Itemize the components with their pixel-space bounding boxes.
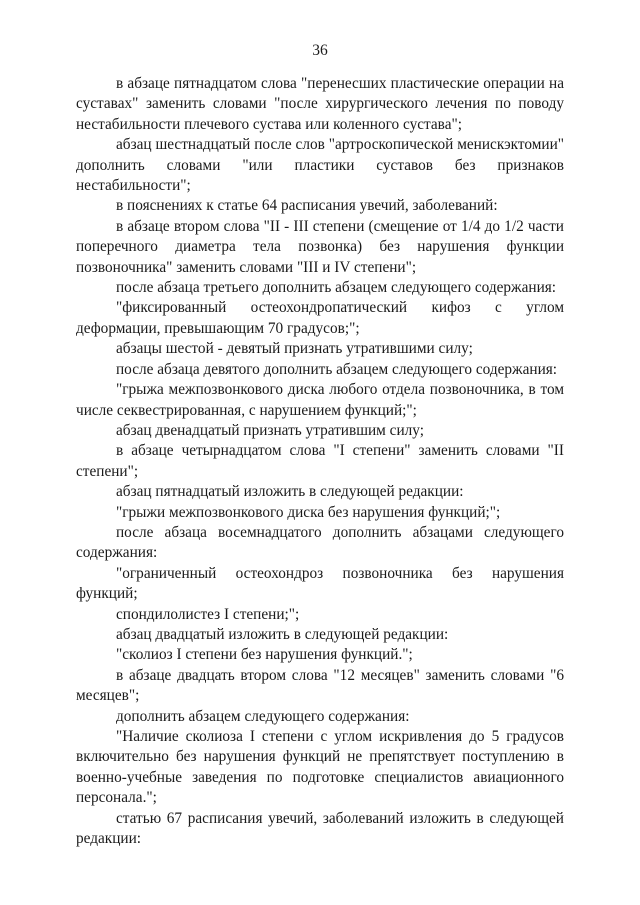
paragraph: дополнить абзацем следующего содержания: [116, 707, 410, 725]
paragraph: "Наличие сколиоза I степени с углом искривления до 5 градусов включительно без нарушения функций не препятствует поступлению в военно-учебные заведения по подготовке специалистов авиационного персонала."; [76, 728, 564, 807]
paragraph: в пояснениях к статье 64 расписания увечий, заболеваний: [116, 197, 498, 215]
paragraph: в абзаце четырнадцатом слова "I степени" заменить словами "II степени"; [76, 442, 564, 480]
document-body [76, 74, 564, 849]
paragraph: после абзаца третьего дополнить абзацем следующего содержания: [116, 279, 557, 297]
paragraph: абзац двадцатый изложить в следующей редакции: [116, 625, 449, 643]
paragraph: в абзаце втором слова "II - III степени (смещение от 1/4 до 1/2 части поперечного диаметра тела позвонка) без нарушения функции позвоночника" заменить словами "III и IV степени"; [76, 217, 564, 276]
page-number: 36 [312, 42, 328, 59]
paragraph: в абзаце двадцать втором слова "12 месяцев" заменить словами "6 месяцев"; [76, 666, 564, 705]
paragraph: "фиксированный остеохондропатический кифоз с углом деформации, превышающим 70 градусов;"; [76, 299, 564, 337]
paragraph: после абзаца восемнадцатого дополнить абзацами следующего содержания: [76, 523, 564, 562]
paragraph: абзацы шестой - девятый признать утратившими силу; [116, 340, 473, 358]
paragraph: "грыжа межпозвонкового диска любого отдела позвоночника, в том числе секвестрированная, с нарушением функций;"; [76, 381, 564, 419]
paragraph: абзац двенадцатый признать утратившим силу; [116, 421, 424, 439]
paragraph: в абзаце пятнадцатом слова "перенесших пластические операции на суставах" заменить словами "после хирургического лечения по поводу нестабильности плечевого сустава или коленного сустава"; [76, 75, 564, 133]
paragraph: спондилолистез I степени;"; [116, 605, 300, 623]
paragraph: абзац шестнадцатый после слов "артроскопической менискэктомии" дополнить словами "или пластики суставов без признаков нестабильности"; [76, 136, 564, 195]
paragraph: "грыжи межпозвонкового диска без нарушения функций;"; [116, 503, 501, 521]
paragraph: после абзаца девятого дополнить абзацем следующего содержания: [116, 360, 558, 378]
paragraph: "сколиоз I степени без нарушения функций."; [116, 646, 413, 664]
paragraph: статью 67 расписания увечий, заболеваний изложить в следующей редакции: [76, 809, 564, 848]
paragraph: "ограниченный остеохондроз позвоночника без нарушения функций; [76, 564, 564, 603]
paragraph: абзац пятнадцатый изложить в следующей редакции: [116, 483, 464, 501]
